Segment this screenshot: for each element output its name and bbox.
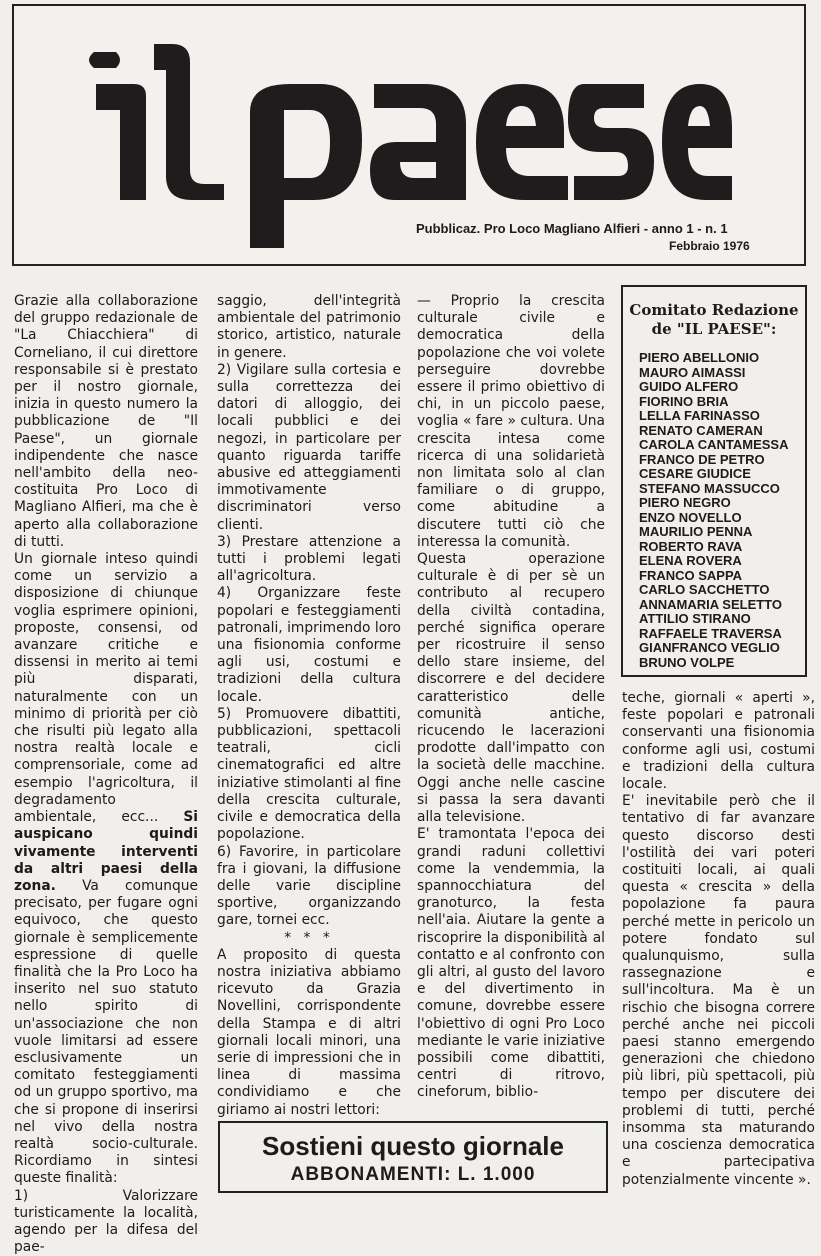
article-column-4 <box>622 690 815 1189</box>
committee-member: CESARE GIUDICE <box>639 466 751 481</box>
committee-member: FIORINO BRIA <box>639 393 729 409</box>
col3-paragraph-1: — Proprio la crescita culturale civile e democratica della popolazione che voi volete perseguire dovrebbe essere il primo obiettivo di chi, in un piccolo paese, voglia « fare » cultura. Una crescita intesa come ricerca di una solidarietà non limitata solo al clan familiare o di gruppo, come abitudine a discutere tutti ciò che interessa la comunità. <box>417 293 605 550</box>
committee-member: ATTILIO STIRANO <box>639 611 751 626</box>
publication-info: Pubblicaz. Pro Loco Magliano Alfieri - anno 1 - n. 1 <box>416 221 728 236</box>
col1-p2-text-start: Un giornale inteso quindi come un servizio a disposizione di chiunque voglia esprimere opinioni, proposte, consensi, od avanzare critiche e dissensi in merito ai temi più disparati, naturalmente con un minimo di priorità per ciò che risulti più legato alla nostra realtà locale e comprensoriale, come ad esempio l'agricoltura, il degradamento ambientale, ecc... <box>14 551 198 826</box>
subscription-headline: Sostieni questo giornale <box>262 1131 564 1161</box>
committee-member: GUIDO ALFERO <box>639 379 739 394</box>
col2-paragraph-3: 3) Prestare attenzione a tutti i problemi legati all'agricoltura. <box>217 533 401 585</box>
committee-title <box>623 301 805 339</box>
col2-paragraph-4: 4) Organizzare feste popolari e festeggiamenti patronali, imprimendo loro una fisionomia conforme agli usi, costumi e tradizioni della cultura locale. <box>217 585 401 705</box>
col2-paragraph-5: 5) Promuovere dibattiti, pubblicazioni, spettacoli teatrali, cicli cinematografici ed altre iniziative stimolanti al fine della crescita culturale, civile e democratica della popolazione. <box>217 705 401 843</box>
subscription-box <box>218 1121 608 1193</box>
committee-member: GIANFRANCO VEGLIO <box>639 640 780 655</box>
col2-paragraph-6: 6) Favorire, in particolare fra i giovani, la diffusione delle varie discipline sportive, organizzando gare, tornei ecc. <box>217 843 401 929</box>
col2-paragraph-1: saggio, dell'integrità ambientale del patrimonio storico, artistico, naturale in genere. <box>217 293 401 361</box>
logo-letter-e <box>476 84 568 200</box>
logo-letter-l <box>154 44 224 200</box>
col1-paragraph-2 <box>14 551 198 1188</box>
committee-member: CAROLA CANTAMESSA <box>639 437 789 452</box>
logo-letter-e2 <box>662 84 732 200</box>
col4-paragraph-1: teche, giornali « aperti », feste popolari e patronali conservanti una fisionomia conforme agli usi, costumi e tradizioni della cultura locale. <box>622 690 815 793</box>
col3-paragraph-3: E' tramontata l'epoca dei grandi raduni collettivi come la vendemmia, la spannocchiatura del granoturco, la festa nell'aia. Aiutare la gente a riscoprire la disponibilità al contatto e al confronto con gli altri, al gusto del lavoro e del divertimento in comune, dovrebbe essere l'obiettivo di ogni Pro Loco mediante le varie iniziative possibili come dibattiti, centri di ritrovo, cineforum, biblio- <box>417 826 605 1101</box>
editorial-committee-box <box>621 285 807 677</box>
article-column-3 <box>417 293 605 1102</box>
committee-member: RENATO CAMERAN <box>639 422 763 438</box>
logo-letter-i <box>89 52 146 200</box>
col1-p2-text-end: Va comunque precisato, per fugare ogni equivoco, che questo giornale è semplicemente espressione di quelle finalità che la Pro Loco ha inserito nel suo statuto nello spirito di un'associazione che non vuole limitarsi ad essere esclusivamente un comitato festeggiamenti od un gruppo sportivo, ma che si propone di inserirsi nel vivo della nostra realtà socio-culturale. Ricordiamo in sintesi queste finalità: <box>14 877 198 1187</box>
publication-date: Febbraio 1976 <box>669 239 750 253</box>
committee-member: STEFANO MASSUCCO <box>639 480 780 496</box>
col1-paragraph-3: 1) Valorizzare turisticamente la località, agendo per la difesa del pae- <box>14 1187 198 1256</box>
committee-member: FRANCO SAPPA <box>639 567 743 583</box>
committee-member: ANNAMARIA SELETTO <box>639 596 782 612</box>
col3-paragraph-2: Questa operazione culturale è di per sè un contributo al recupero della civiltà contadina, perché significa operare per ricostruire il senso dello stare insieme, del discorrere e del decidere caratteristico delle comunità antiche, ricucendo le lacerazioni prodotte dall'impatto con la società delle macchine. Oggi anche nelle cascine si passa la sera davanti alla televisione. <box>417 551 605 826</box>
col2-paragraph-7: A proposito di questa nostra iniziativa abbiamo ricevuto da Grazia Novellini, corrispondente della Stampa e di altri giornali locali minori, una serie di impressioni che in linea di massima condividiamo e che giriamo ai nostri lettori: <box>217 946 401 1118</box>
committee-member: ROBERTO RAVA <box>639 538 743 554</box>
col4-paragraph-2: E' inevitabile però che il tentativo di far avanzare questo discorso desti l'ostilità dei vari poteri costituiti locali, ai quali questa « crescita » della popolazione fa paura perché mette in pericolo un potere fondato sul qualunquismo, sulla rassegnazione e sull'incoltura. Ma è un rischio che bisogna correre perché anche nei piccoli paesi stanno emergendo generazioni che chiedono più libri, più spettacoli, più tempo per discutere dei problemi di tutti, perché insomma sta maturando una coscienza democratica e partecipativa potenzialmente vincente ». <box>622 793 815 1188</box>
logo-letter-a <box>370 84 466 200</box>
logo-letter-p <box>250 84 362 248</box>
committee-member: BRUNO VOLPE <box>639 654 735 670</box>
col1-p2-bold: Si auspicano quindi vivamente interventi da altri paesi della zona. <box>14 809 198 894</box>
committee-member: FRANCO DE PETRO <box>639 451 765 467</box>
committee-title-line-1: Comitato Redazione <box>629 301 799 319</box>
committee-member: LELLA FARINASSO <box>639 408 760 423</box>
col2-paragraph-2: 2) Vigilare sulla cortesia e sulla correttezza dei datori di alloggio, dei locali pubblici e dei negozi, in particolare per quanto riguarda tariffe abusive ed atteggiamenti immotivamente discriminatori verso clienti. <box>217 361 401 533</box>
il-paese-logo <box>74 20 734 252</box>
committee-member: PIERO ABELLONIO <box>639 350 760 365</box>
masthead <box>12 4 806 266</box>
subscription-price: ABBONAMENTI: L. 1.000 <box>290 1164 536 1185</box>
section-separator: * * * <box>284 929 334 946</box>
article-column-1 <box>14 293 198 1256</box>
committee-member: PIERO NEGRO <box>639 495 731 510</box>
committee-member-list <box>639 351 805 670</box>
committee-member: CARLO SACCHETTO <box>639 582 770 597</box>
col1-paragraph-1: Grazie alla collaborazione del gruppo redazionale de "La Chiacchiera" di Corneliano, il cui direttore responsabile si è prestato per il nostro giornale, inizia in questo numero la pubblicazione de "Il Paese", un giornale indipendente che nasce nell'ambito della neo-costituita Pro Loco di Magliano Alfieri, ma che è aperto alla collaborazione di tutti. <box>14 293 198 550</box>
committee-member: MAURO AIMASSI <box>639 364 746 380</box>
committee-member: ENZO NOVELLO <box>639 509 742 525</box>
logo-letter-s <box>568 84 654 200</box>
committee-member: RAFFAELE TRAVERSA <box>639 625 782 641</box>
committee-member: MAURILIO PENNA <box>639 524 753 539</box>
committee-member: ELENA ROVERA <box>639 553 742 568</box>
article-column-2 <box>217 293 401 1119</box>
committee-title-line-2: de "IL PAESE": <box>651 320 777 338</box>
